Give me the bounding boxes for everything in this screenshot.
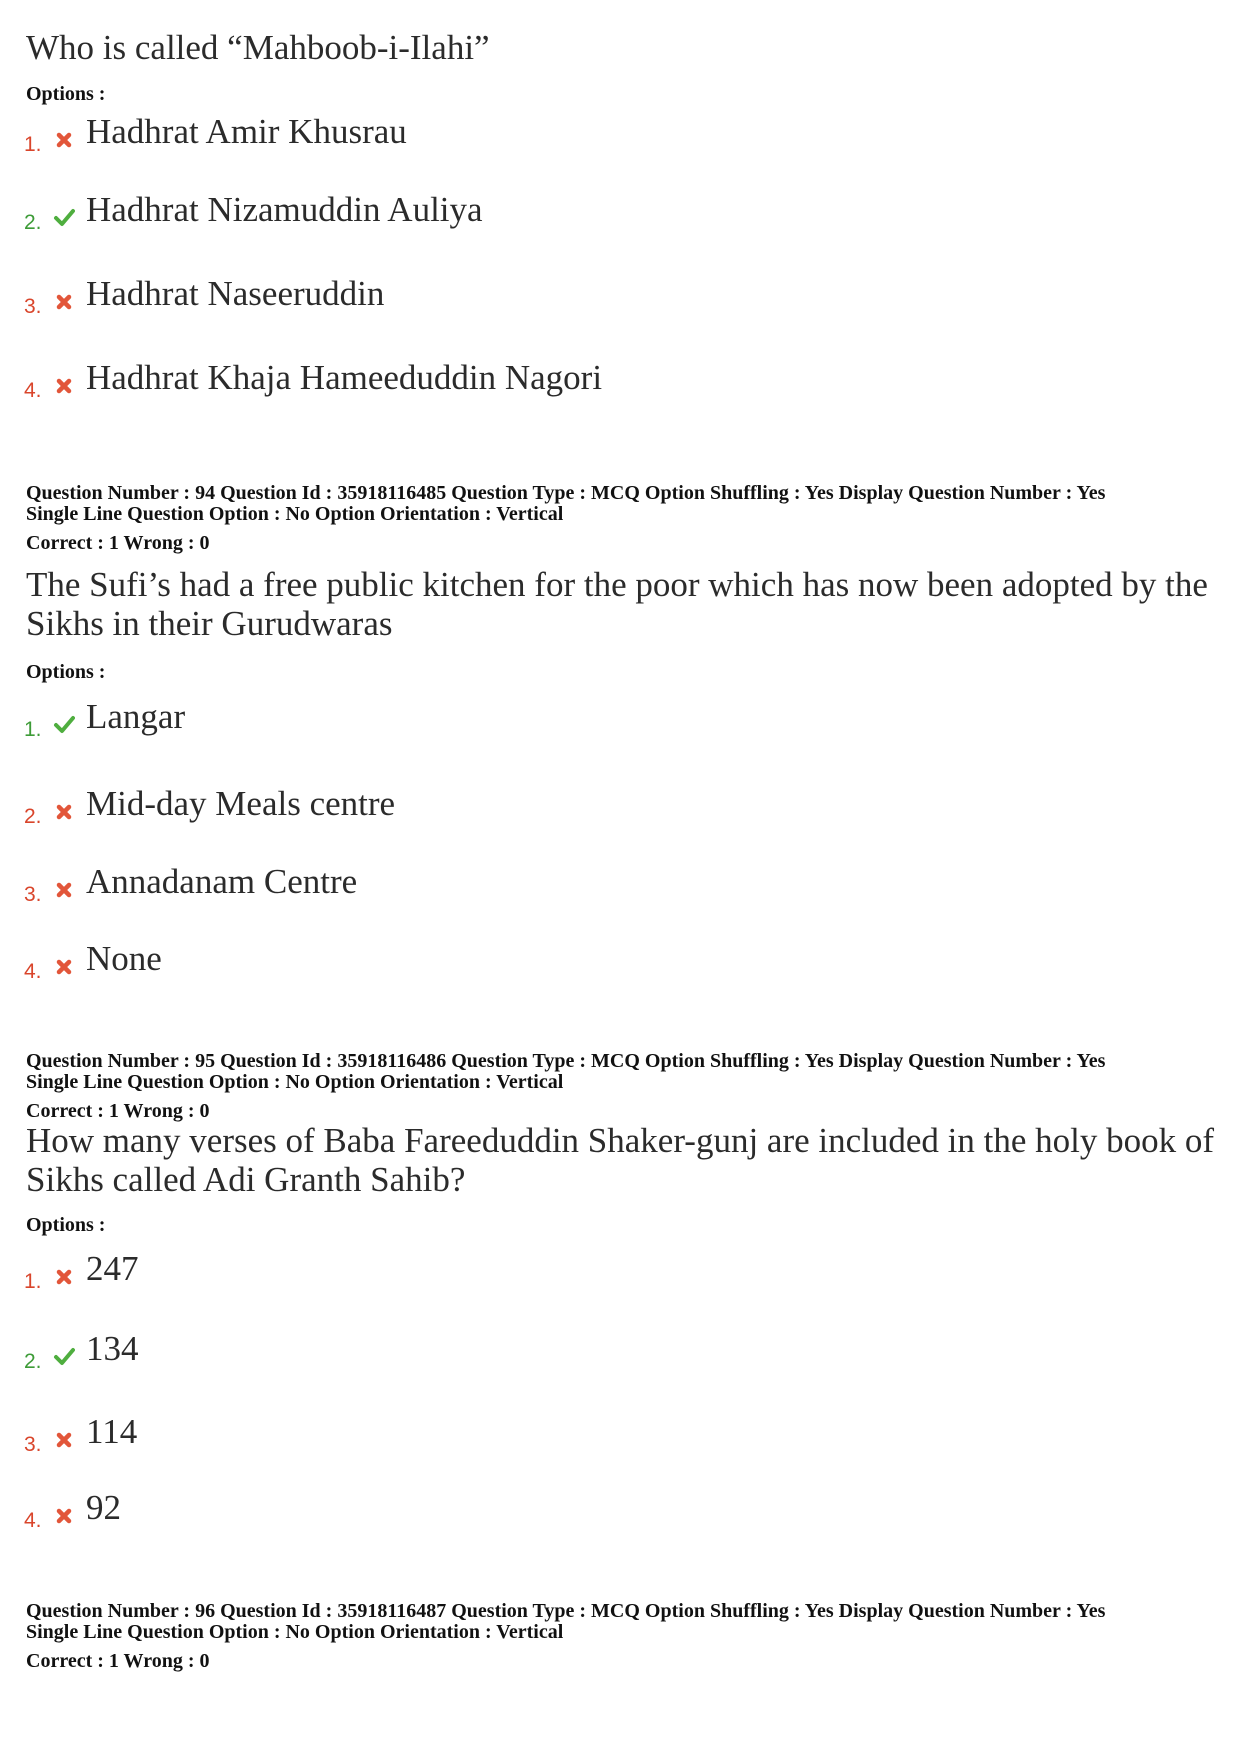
option-number: 3. — [24, 295, 42, 318]
option-number: 4. — [24, 1509, 42, 1532]
option-number: 1. — [24, 718, 42, 741]
option-number: 4. — [24, 960, 42, 983]
option-text: Hadhrat Naseeruddin — [86, 274, 385, 313]
option-text: Hadhrat Nizamuddin Auliya — [86, 190, 483, 229]
option-number: 4. — [24, 379, 42, 402]
cross-icon — [53, 1428, 75, 1450]
check-icon — [53, 1345, 75, 1367]
option-text: None — [86, 939, 162, 978]
option-text: 92 — [86, 1488, 121, 1527]
question-94-marks: Correct : 1 Wrong : 0 — [26, 532, 210, 554]
question-meta-line: Question Number : 96 Question Id : 35918116487 Question Type : MCQ Option Shuffling : Yes Display Question Number : Yes — [26, 1600, 1106, 1622]
check-icon — [53, 206, 75, 228]
cross-icon — [53, 878, 75, 900]
question-meta-line: Single Line Question Option : No Option Orientation : Vertical — [26, 503, 564, 525]
option-text: Mid-day Meals centre — [86, 784, 396, 823]
question-94-text: The Sufi’s had a free public kitchen for the poor which has now been adopted by the Sikhs in their Gurudwaras — [26, 565, 1208, 643]
options-label: Options : — [26, 661, 106, 683]
cross-icon — [53, 128, 75, 150]
cross-icon — [53, 1265, 75, 1287]
question-meta-line: Question Number : 94 Question Id : 35918116485 Question Type : MCQ Option Shuffling : Yes Display Question Number : Yes — [26, 482, 1106, 504]
option-text: Hadhrat Amir Khusrau — [86, 112, 407, 151]
options-label: Options : — [26, 1214, 106, 1236]
check-icon — [53, 713, 75, 735]
cross-icon — [53, 1504, 75, 1526]
option-text: Hadhrat Khaja Hameeduddin Nagori — [86, 358, 603, 397]
options-label: Options : — [26, 83, 106, 105]
question-meta-line: Question Number : 95 Question Id : 35918116486 Question Type : MCQ Option Shuffling : Yes Display Question Number : Yes — [26, 1050, 1106, 1072]
cross-icon — [53, 374, 75, 396]
cross-icon — [53, 290, 75, 312]
option-text: 134 — [86, 1329, 139, 1368]
question-96-marks: Correct : 1 Wrong : 0 — [26, 1650, 210, 1672]
option-text: 247 — [86, 1249, 139, 1288]
question-93-text: Who is called “Mahboob-i-Ilahi” — [26, 28, 490, 67]
option-text: 114 — [86, 1412, 138, 1451]
question-95-text: How many verses of Baba Fareeduddin Shaker-gunj are included in the holy book of Sikhs called Adi Granth Sahib? — [26, 1121, 1215, 1199]
option-number: 3. — [24, 883, 42, 906]
option-number: 3. — [24, 1433, 42, 1456]
question-94-meta — [26, 483, 1105, 525]
question-meta-line: Single Line Question Option : No Option Orientation : Vertical — [26, 1621, 564, 1643]
option-number: 2. — [24, 1350, 42, 1373]
question-95-meta — [26, 1051, 1105, 1093]
option-number: 1. — [24, 133, 42, 156]
option-number: 1. — [24, 1270, 42, 1293]
question-meta-line: Single Line Question Option : No Option Orientation : Vertical — [26, 1071, 564, 1093]
cross-icon — [53, 955, 75, 977]
cross-icon — [53, 800, 75, 822]
option-text: Annadanam Centre — [86, 862, 358, 901]
option-number: 2. — [24, 211, 42, 234]
option-number: 2. — [24, 805, 42, 828]
question-96-meta — [26, 1601, 1105, 1643]
option-text: Langar — [86, 697, 186, 736]
question-95-marks: Correct : 1 Wrong : 0 — [26, 1100, 210, 1122]
